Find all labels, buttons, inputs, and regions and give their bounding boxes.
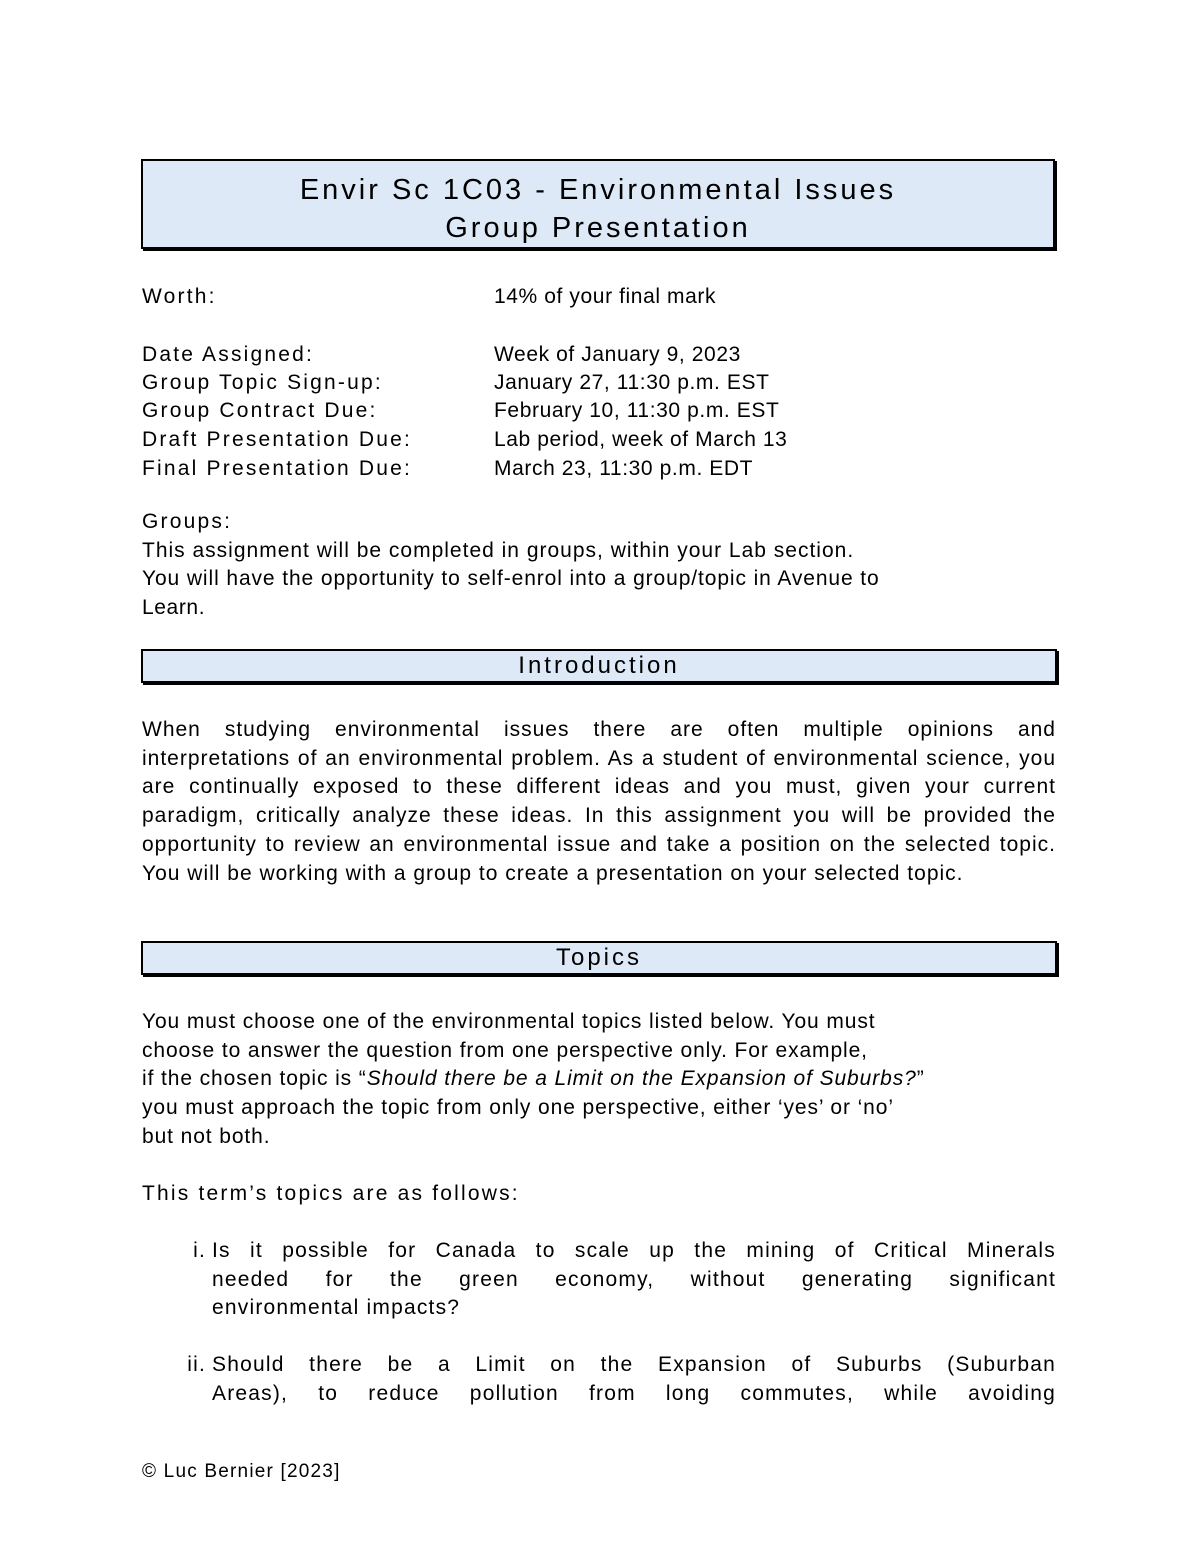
topic-line: Is it possible for Canada to scale up the mining of Critical Minerals bbox=[212, 1239, 1056, 1262]
quote-open: if the chosen topic is “ bbox=[142, 1067, 367, 1091]
groups-heading: Groups: bbox=[142, 510, 233, 533]
groups-line: You will have the opportunity to self-enrol into a group/topic in Avenue to bbox=[142, 567, 880, 591]
topics-instructions bbox=[142, 1008, 1056, 1152]
groups-section bbox=[142, 508, 1056, 623]
info-label: Worth: bbox=[142, 285, 217, 308]
assignment-title: Group Presentation bbox=[445, 212, 751, 244]
title-box bbox=[141, 159, 1055, 249]
topics-line: choose to answer the question from one perspective only. For example, bbox=[142, 1038, 868, 1062]
topic-line: environmental impacts? bbox=[212, 1296, 461, 1320]
info-label: Group Topic Sign-up: bbox=[142, 371, 383, 394]
topics-line: you must approach the topic from only one perspective, either ‘yes’ or ‘no’ bbox=[142, 1096, 894, 1120]
info-value: March 23, 11:30 p.m. EDT bbox=[494, 457, 754, 480]
topics-line: You must choose one of the environmental topics listed below. You must bbox=[142, 1010, 876, 1033]
groups-line: Learn. bbox=[142, 596, 206, 620]
info-label: Group Contract Due: bbox=[142, 399, 378, 422]
introduction-body: When studying environmental issues there are often multiple opinions and interpretations of an environmental problem. As a student of environmental science, you are continually exposed to these different ideas and you must, given your current paradigm, critically analyze these ideas. In this assignment you will be provided the opportunity to review an environmental issue and take a position on the selected topic. You will be working with a group to create a presentation on your selected topic. bbox=[142, 718, 1056, 885]
topic-line: Should there be a Limit on the Expansion of Suburbs (Suburban bbox=[212, 1353, 1056, 1376]
info-value: Lab period, week of March 13 bbox=[494, 428, 788, 451]
topics-heading: Topics bbox=[141, 941, 1057, 975]
example-topic: Should there be a Limit on the Expansion of Suburbs? bbox=[366, 1067, 917, 1091]
topic-line: Areas), to reduce pollution from long commutes, while avoiding bbox=[212, 1381, 1056, 1405]
topics-list-intro: This term’s topics are as follows: bbox=[142, 1182, 520, 1205]
introduction-heading: Introduction bbox=[141, 649, 1057, 683]
quote-close: ” bbox=[916, 1067, 925, 1091]
topic-line: needed for the green economy, without generating significant bbox=[212, 1267, 1056, 1291]
topic-text bbox=[212, 1237, 1056, 1323]
info-label: Final Presentation Due: bbox=[142, 457, 413, 480]
info-label: Date Assigned: bbox=[142, 343, 315, 366]
topic-number: ii. bbox=[187, 1353, 206, 1376]
topics-example-line bbox=[142, 1065, 1056, 1094]
topic-number: i. bbox=[193, 1239, 206, 1262]
topic-text bbox=[212, 1351, 1056, 1408]
info-value: January 27, 11:30 p.m. EST bbox=[494, 371, 770, 394]
copyright-footer: © Luc Bernier [2023] bbox=[142, 1461, 341, 1482]
info-label: Draft Presentation Due: bbox=[142, 428, 413, 451]
info-value: Week of January 9, 2023 bbox=[494, 343, 741, 366]
topics-line: but not both. bbox=[142, 1124, 271, 1148]
info-value: 14% of your final mark bbox=[494, 285, 717, 308]
course-title: Envir Sc 1C03 - Environmental Issues bbox=[299, 174, 897, 206]
info-value: February 10, 11:30 p.m. EST bbox=[494, 399, 780, 422]
groups-line: This assignment will be completed in groups, within your Lab section. bbox=[142, 538, 855, 562]
